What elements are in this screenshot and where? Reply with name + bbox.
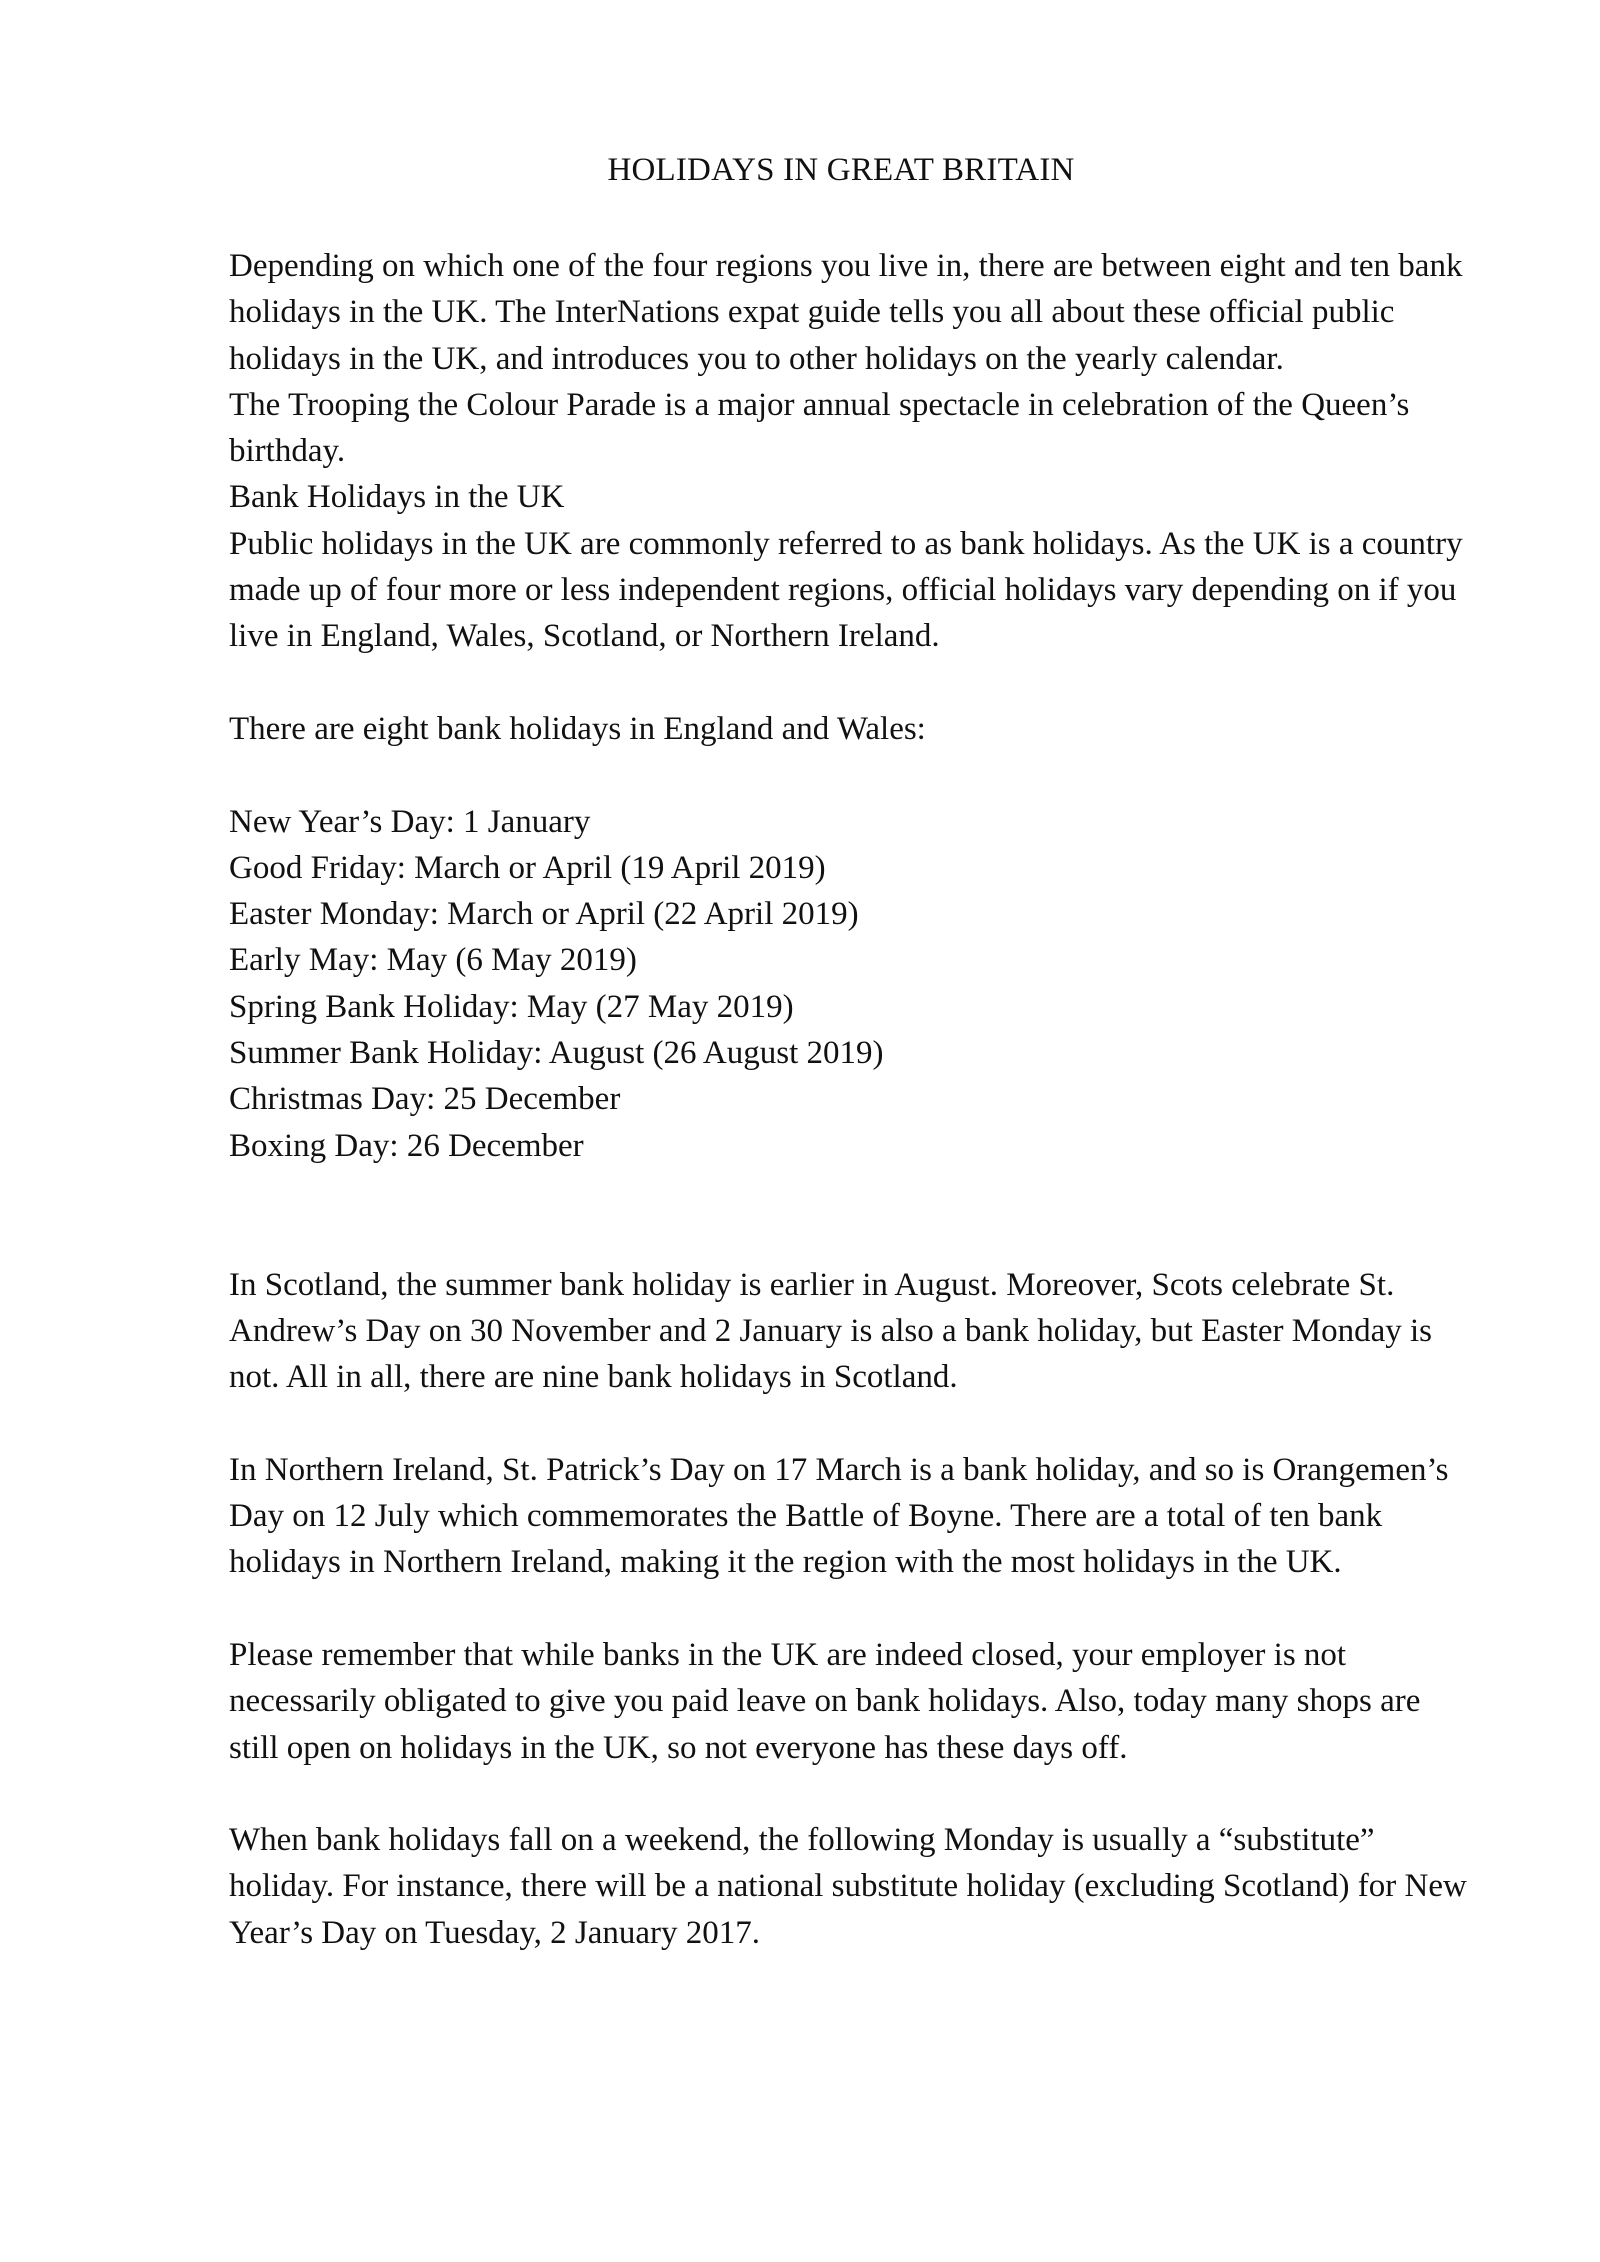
list-item: Summer Bank Holiday: August (26 August 2019) bbox=[229, 1035, 884, 1072]
public-holidays-paragraph: Public holidays in the UK are commonly referred to as bank holidays. As the UK is a country made up of four more or less independent regions, official holidays vary depending on if you live in England, Wales, Scotland, or Northern Ireland. bbox=[229, 525, 1463, 655]
section-subheading: Bank Holidays in the UK bbox=[229, 479, 565, 516]
paragraph-spacer bbox=[229, 1586, 1469, 1632]
employer-note-paragraph: Please remember that while banks in the UK are indeed closed, your employer is not necessarily obligated to give you paid leave on bank holidays. Also, today many shops are still open on holidays in the UK, so not everyone has these days off. bbox=[229, 1636, 1421, 1766]
northern-ireland-paragraph: In Northern Ireland, St. Patrick’s Day on 17 March is a bank holiday, and so is Orangemen’s Day on 12 July which commemorates the Battle of Boyne. There are a total of ten bank holidays in Northern Ireland, making it the region with the most holidays in the UK. bbox=[229, 1451, 1449, 1581]
document-title: HOLIDAYS IN GREAT BRITAIN bbox=[607, 152, 1075, 188]
list-item: Easter Monday: March or April (22 April 2019) bbox=[229, 896, 859, 933]
intro-paragraph: Depending on which one of the four regions you live in, there are between eight and ten bank holidays in the UK. The InterNations expat guide tells you all about these official public holidays in the UK, and introduces you to other holidays on the yearly calendar. bbox=[229, 248, 1463, 377]
list-item: Good Friday: March or April (19 April 2019) bbox=[229, 849, 826, 886]
list-item: Spring Bank Holiday: May (27 May 2019) bbox=[229, 988, 794, 1025]
list-item: Boxing Day: 26 December bbox=[229, 1127, 584, 1164]
document-body bbox=[229, 243, 1469, 1956]
england-wales-holiday-list bbox=[229, 799, 1469, 1169]
scotland-paragraph: In Scotland, the summer bank holiday is earlier in August. Moreover, Scots celebrate St. Andrew’s Day on 30 November and 2 January is also a bank holiday, but Easter Monday is not. All in all, there are nine bank holidays in Scotland. bbox=[229, 1266, 1433, 1396]
england-wales-intro: There are eight bank holidays in England and Wales: bbox=[229, 710, 926, 747]
paragraph-spacer bbox=[229, 1771, 1469, 1817]
list-item: Christmas Day: 25 December bbox=[229, 1081, 621, 1118]
paragraph-spacer bbox=[229, 660, 1469, 706]
paragraph-spacer bbox=[229, 752, 1469, 798]
list-item: Early May: May (6 May 2019) bbox=[229, 942, 637, 979]
list-item: New Year’s Day: 1 January bbox=[229, 803, 591, 840]
weekend-note-paragraph: When bank holidays fall on a weekend, the following Monday is usually a “substitute” holiday. For instance, there will be a national substitute holiday (excluding Scotland) for New Year’s Day on Tuesday, 2 January 2017. bbox=[229, 1822, 1467, 1951]
paragraph-spacer bbox=[229, 1169, 1469, 1262]
paragraph-spacer bbox=[229, 1400, 1469, 1446]
trooping-paragraph: The Trooping the Colour Parade is a major annual spectacle in celebration of the Queen’s birthday. bbox=[229, 386, 1410, 470]
